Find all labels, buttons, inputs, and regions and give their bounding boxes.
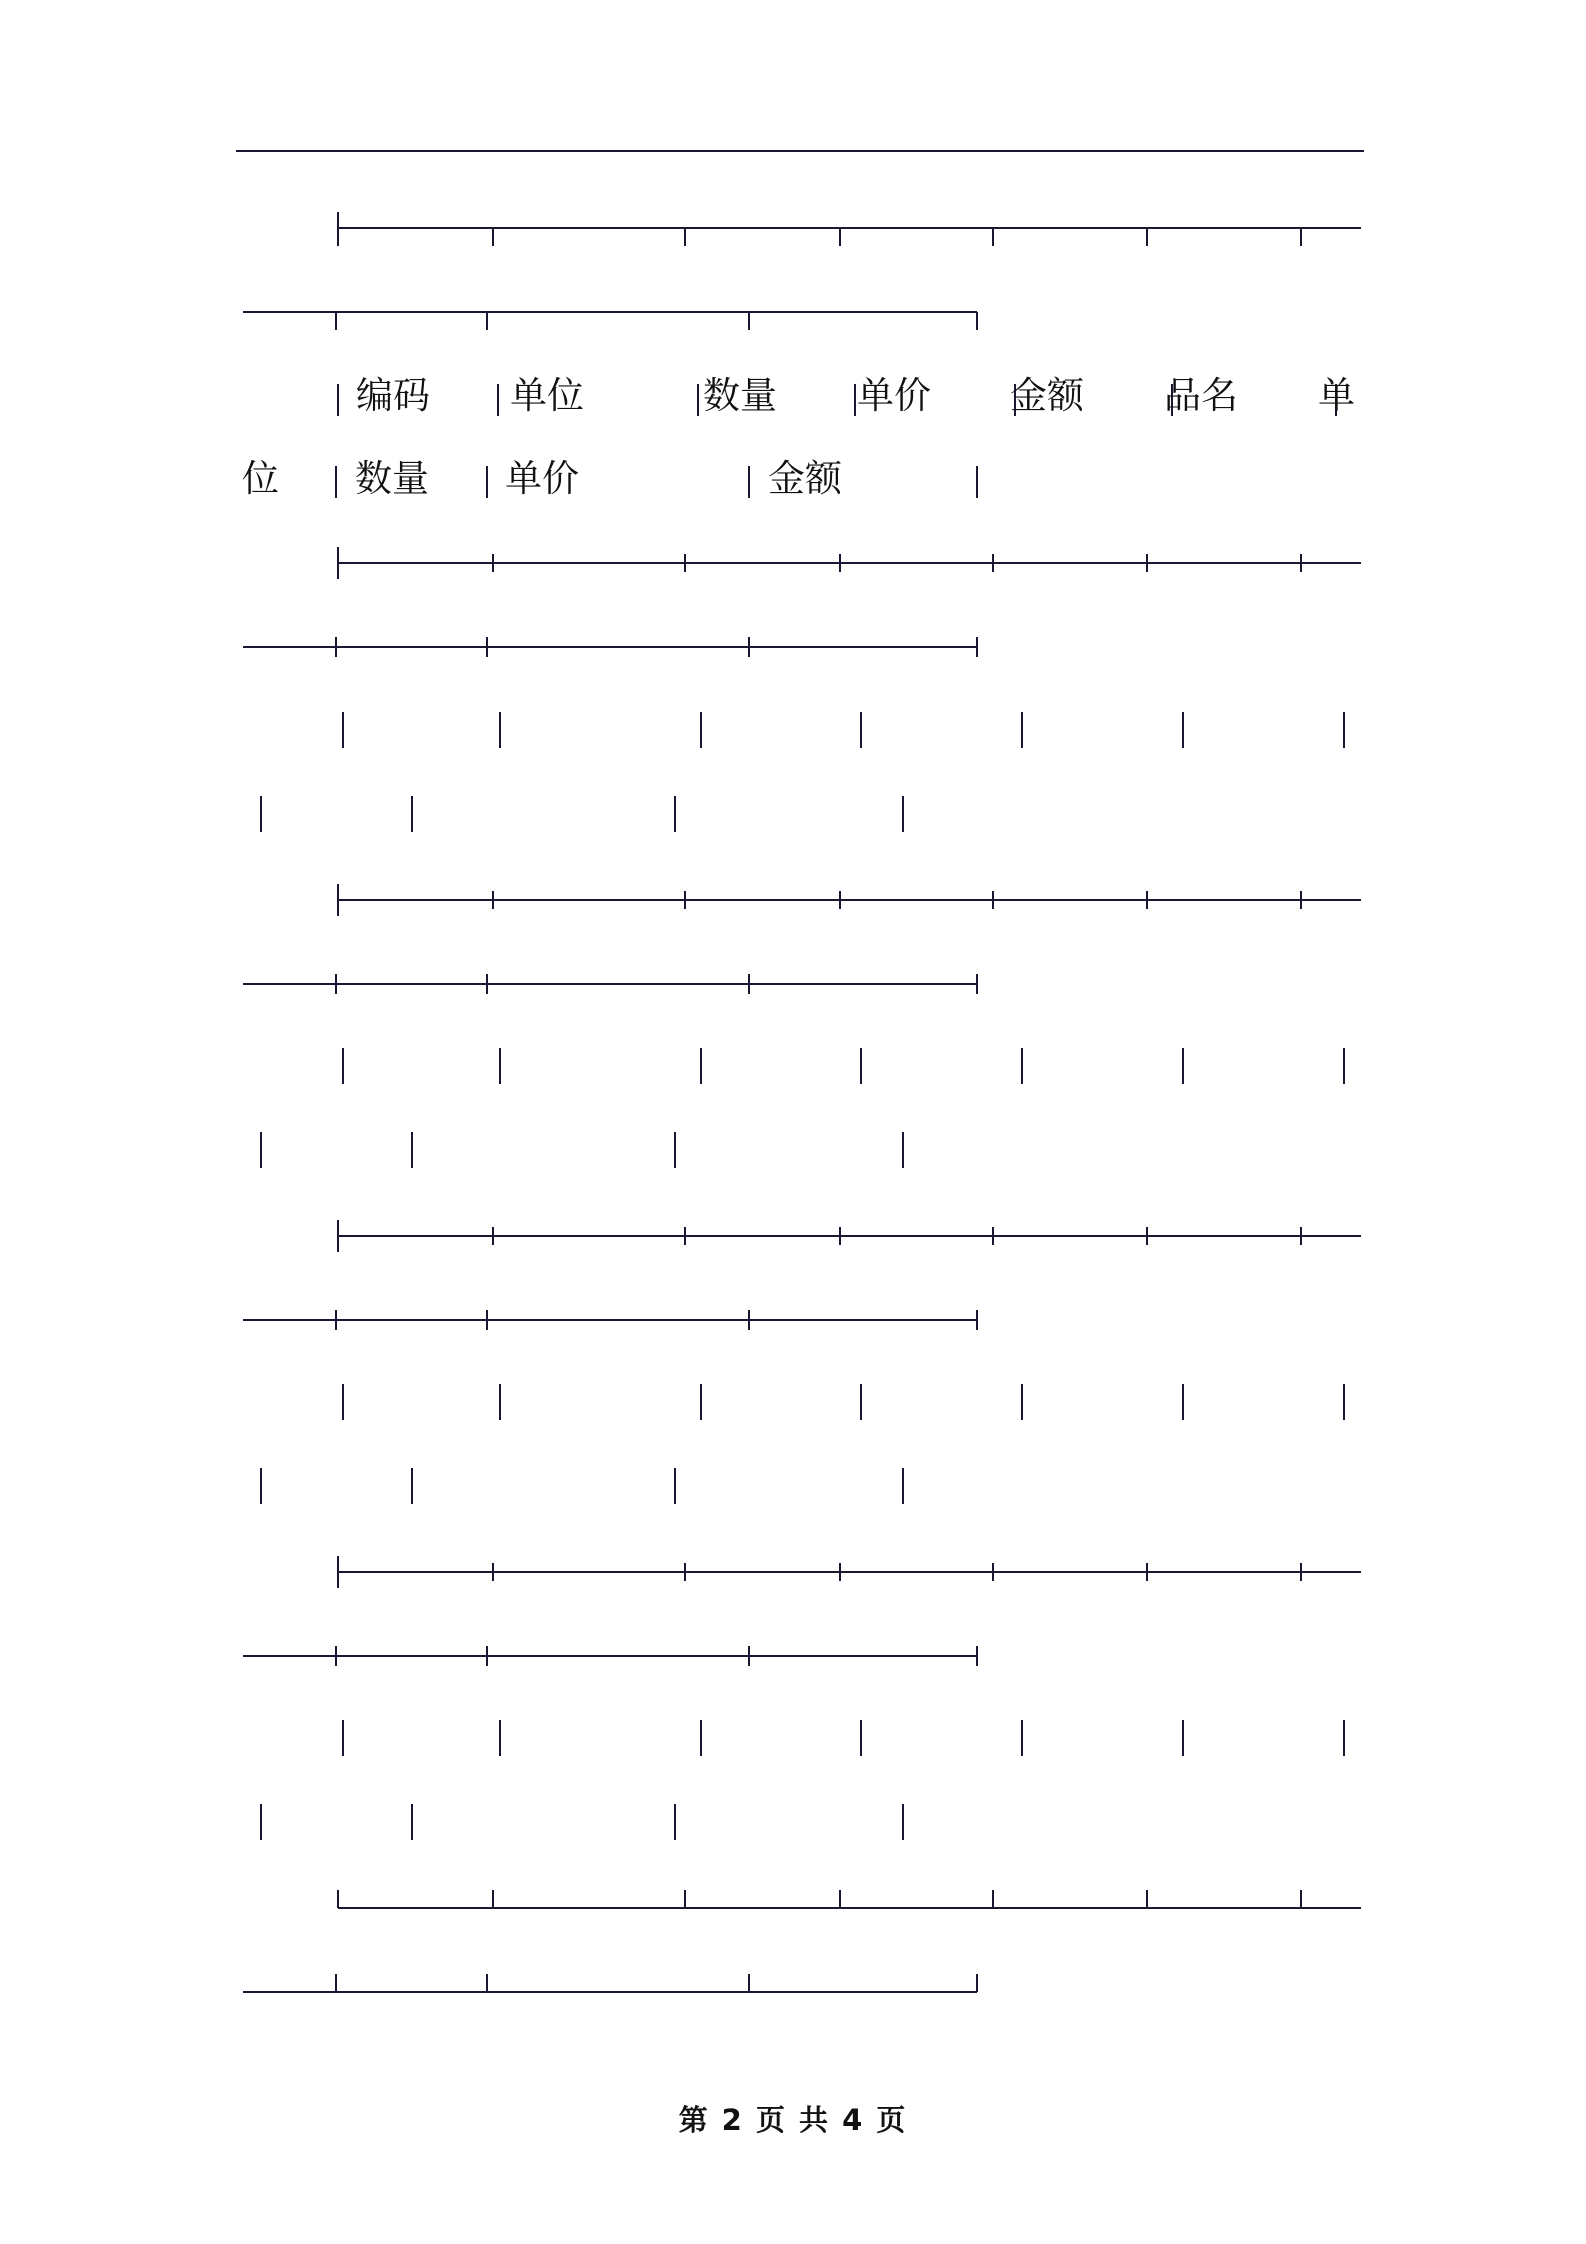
header-quantity-2: 数量	[355, 457, 429, 500]
header-unit-price: 单价	[857, 374, 931, 417]
header-unit-price-2: 单价	[505, 457, 579, 500]
header-unit: 单位	[510, 374, 584, 417]
page-number: 第 2 页 共 4 页	[678, 2103, 908, 2137]
header-product-name: 品名	[1164, 374, 1238, 417]
header-unit-part: 单	[1318, 374, 1355, 417]
header-code: 编码	[356, 374, 430, 417]
header-amount-2: 金额	[768, 457, 842, 500]
header-unit-part-end: 位	[242, 457, 279, 500]
header-amount: 金额	[1010, 374, 1084, 417]
header-quantity: 数量	[703, 374, 777, 417]
